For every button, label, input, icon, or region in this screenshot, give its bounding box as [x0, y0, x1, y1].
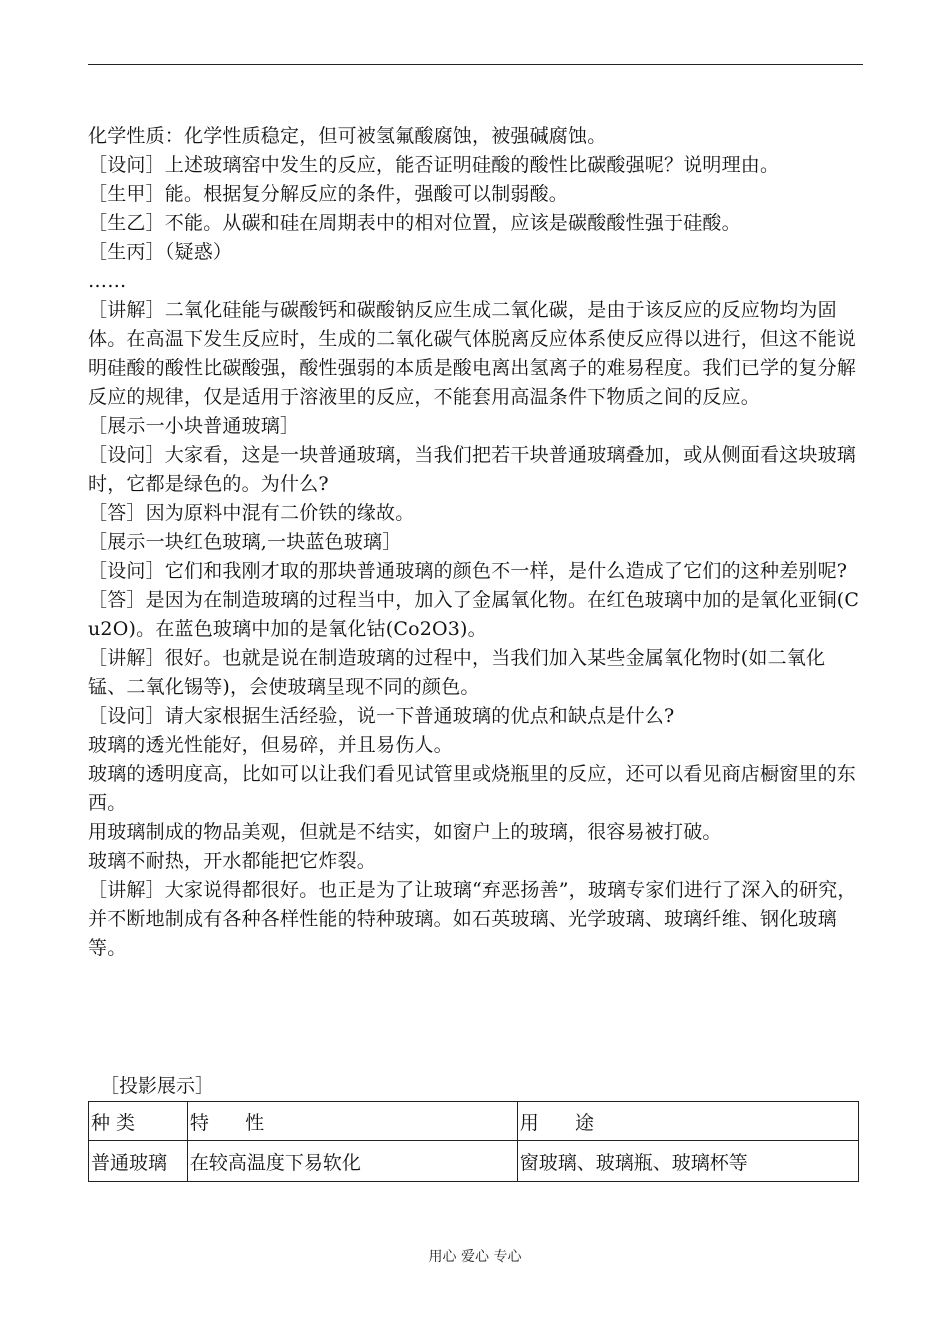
paragraph-ellipsis: …… [88, 270, 127, 292]
paragraph-point-1: 玻璃的透光性能好，但易碎，并且易伤人。 [88, 734, 453, 756]
paragraph-show-glass: ［展示一小块普通玻璃］ [88, 415, 300, 437]
paragraph-explanation-3: ［讲解］大家说得都很好。也正是为了让玻璃“弃恶扬善”，玻璃专家们进行了深入的研究，并不断地制成有各种各样性能的特种玻璃。如石英玻璃、光学玻璃、玻璃纤维、钢化玻璃等。 [88, 879, 857, 959]
header-property: 特 性 [187, 1102, 517, 1141]
cell-property: 在较高温度下易软化 [187, 1141, 517, 1182]
paragraph-answer-1: ［答］因为原料中混有二价铁的缘故。 [88, 502, 415, 524]
paragraph-answer-2: ［答］是因为在制造玻璃的过程当中，加入了金属氧化物。在红色玻璃中加的是氧化亚铜(Cu2O)。在蓝色玻璃中加的是氧化钴(Co2O3)。 [88, 589, 860, 640]
header-rule [88, 64, 863, 65]
paragraph-question-4: ［设问］请大家根据生活经验，说一下普通玻璃的优点和缺点是什么? [88, 705, 675, 727]
header-type: 种 类 [89, 1102, 188, 1141]
paragraph-question-1: ［设问］上述玻璃窑中发生的反应，能否证明硅酸的酸性比碳酸强呢？说明理由。 [88, 154, 780, 176]
paragraph-point-3: 用玻璃制成的物品美观，但就是不结实，如窗户上的玻璃，很容易被打破。 [88, 821, 722, 843]
paragraph-student-b: ［生乙］不能。从碳和硅在周期表中的相对位置，应该是碳酸酸性强于硅酸。 [88, 212, 741, 234]
paragraph-explanation-2: ［讲解］很好。也就是说在制造玻璃的过程中，当我们加入某些金属氧化物时(如二氧化锰、二氧化锡等)，会使玻璃呈现不同的颜色。 [88, 647, 826, 698]
header-usage: 用 途 [517, 1102, 858, 1141]
table-header-row [89, 1102, 859, 1141]
cell-type: 普通玻璃 [89, 1141, 188, 1182]
paragraph-student-a: ［生甲］能。根据复分解反应的条件，强酸可以制弱酸。 [88, 183, 569, 205]
paragraph-point-4: 玻璃不耐热，开水都能把它炸裂。 [88, 850, 377, 872]
glass-types-table [88, 1101, 859, 1182]
cell-usage: 窗玻璃、玻璃瓶、玻璃杯等 [517, 1141, 858, 1182]
paragraph-question-3: ［设问］它们和我刚才取的那块普通玻璃的颜色不一样，是什么造成了它们的这种差别呢? [88, 560, 848, 582]
paragraph-point-2: 玻璃的透明度高，比如可以让我们看见试管里或烧瓶里的反应，还可以看见商店橱窗里的东西。 [88, 763, 857, 814]
paragraph-question-2: ［设问］大家看，这是一块普通玻璃，当我们把若干块普通玻璃叠加，或从侧面看这块玻璃时，它都是绿色的。为什么? [88, 444, 857, 495]
table-row [89, 1141, 859, 1182]
paragraph-student-c: ［生丙］（疑惑） [88, 241, 233, 263]
paragraph-explanation-1: ［讲解］二氧化硅能与碳酸钙和碳酸钠反应生成二氧化碳，是由于该反应的反应物均为固体。在高温下发生反应时，生成的二氧化碳气体脱离反应体系使反应得以进行，但这不能说明硅酸的酸性比碳酸强，酸性强弱的本质是酸电离出氢离子的难易程度。我们已学的复分解反应的规律，仅是适用于溶液里的反应，不能套用高温条件下物质之间的反应。 [88, 299, 857, 408]
lesson-text [88, 122, 863, 963]
paragraph-chemical-properties: 化学性质：化学性质稳定，但可被氢氟酸腐蚀，被强碱腐蚀。 [88, 125, 607, 147]
projection-label: ［投影展示］ [100, 1075, 215, 1097]
page-footer: 用心 爱心 专心 [428, 1249, 522, 1265]
paragraph-show-colored-glass: ［展示一块红色玻璃,一块蓝色玻璃］ [88, 531, 402, 553]
